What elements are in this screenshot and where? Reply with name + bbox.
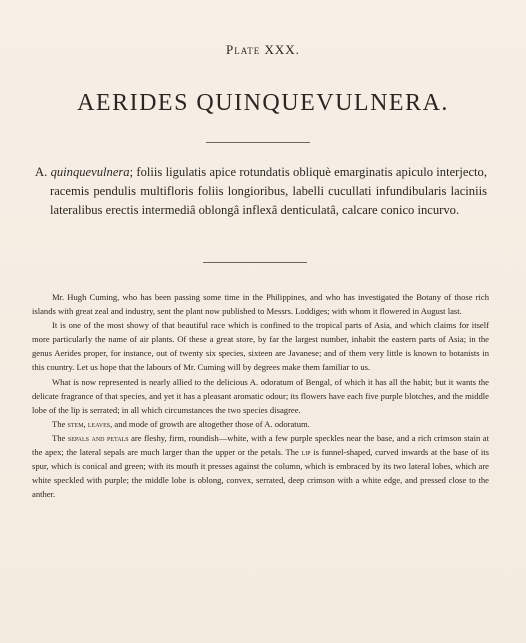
p4-rest: and mode of growth are altogether those of A. odoratum. (114, 418, 310, 429)
genus-abbrev: A. (35, 165, 48, 179)
paragraph-flowers (32, 431, 489, 501)
paragraph-distribution: It is one of the most showy of that beautiful race which is confined to the tropical parts of Asia, and which claims for itself more particularly the name of air plants. Of these a great store, by far the largest number, inhabit the eastern parts of Asia; in the genus Aerides proper, for instance, out of twenty six species, sixteen are Javanese; and of them very little is known to botanists in this country. Let us hope that the labours of Mr. Cuming will by degrees make them familiar to us. (32, 320, 489, 373)
paragraph-stem-leaves (32, 417, 489, 431)
species-epithet: quinquevulnera (50, 165, 130, 179)
diagnosis-body: ; foliis ligulatis apice rotundatis obliquè emarginatis apiculo interjecto, racemis pendulis multifloris foliis longioribus, labelli cucullati infundibularis laciniis lateralibus erectis intermediâ oblongâ inflexâ denticulatâ, calcare conico incurvo. (50, 165, 488, 217)
latin-diagnosis (35, 163, 487, 220)
p4-lead: The (52, 418, 66, 429)
title-divider (206, 142, 310, 143)
paragraph-origin: Mr. Hugh Cuming, who has been passing some time in the Philippines, and who has investigated the Botany of those rich islands with great zeal and industry, sent the plant now published to Messrs. Loddiges; with whom it flowered in August last. (32, 292, 489, 317)
latin-diagnosis-text (35, 163, 487, 220)
plate-title: AERIDES QUINQUEVULNERA. (77, 90, 449, 116)
lip-term: lip (301, 447, 311, 458)
paragraph-affinity: What is now represented is nearly allied to the delicious A. odoratum of Bengal, of which it has all the habit; but it wants the delicate fragrance of that species, and yet it has a pleasant aromatic odour; its flowers have each five purple blotches, and the middle lobe of the lip is serrated; in all which circumstances the two species disagree. (32, 376, 489, 415)
p5-part1: are fleshy, firm, roundish—white, with a few purple speckles near the base, and a rich crimson stain at the apex; the lateral sepals are much larger than the upper or the petals. The (32, 432, 489, 458)
description-body (32, 290, 489, 501)
leaves-term: leaves, (87, 418, 113, 429)
sepals-petals-term: sepals and petals (67, 432, 129, 443)
plate-number: Plate XXX. (226, 42, 300, 57)
section-divider (203, 262, 307, 263)
stem-term: stem, (67, 418, 86, 429)
p5-lead: The (52, 432, 66, 443)
p5-part2: is funnel-shaped, curved inwards at the base of its spur, which is conical and green; with its mouth it presses against the column, which is embraced by its two lateral lobes, which are white speckled with purple; the middle lobe is oblong, convex, serrated, deep crimson with a white edge, and pressed close to the anther. (32, 447, 489, 500)
